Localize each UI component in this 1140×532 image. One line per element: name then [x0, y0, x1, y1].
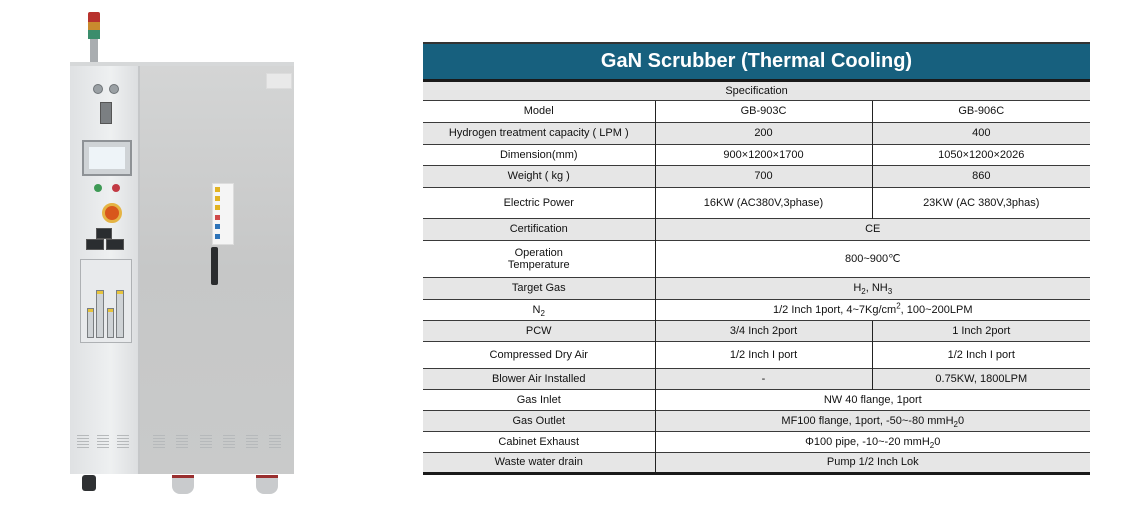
table-section-row — [423, 82, 1090, 100]
cell-value — [655, 277, 1090, 299]
cell-value: 1 Inch 2port — [872, 320, 1090, 341]
row-label-line: Temperature — [507, 258, 570, 271]
cell-value: 800~900℃ — [655, 240, 1090, 277]
connector-socket — [86, 239, 104, 250]
touch-screen — [82, 140, 132, 176]
subscript: 2 — [540, 308, 545, 318]
cell-value: 23KW (AC 380V,3phas) — [872, 187, 1090, 218]
row-label: Gas Inlet — [423, 389, 655, 410]
flowmeter-icon — [87, 308, 94, 338]
flowmeter-icon — [116, 290, 124, 338]
table-row — [423, 410, 1090, 431]
row-label: Hydrogen treatment capacity ( LPM ) — [423, 122, 655, 144]
subscript: 2 — [929, 440, 935, 450]
section-label: Specification — [423, 82, 1090, 100]
cell-value: Pump 1/2 Inch Lok — [655, 452, 1090, 473]
row-label: Dimension(mm) — [423, 144, 655, 165]
table-row — [423, 299, 1090, 320]
cell-value — [655, 431, 1090, 452]
vent-slot — [117, 435, 129, 449]
tower-light-amber — [88, 22, 100, 30]
row-label: Compressed Dry Air — [423, 341, 655, 368]
table-row — [423, 240, 1090, 277]
cell-value: 1050×1200×2026 — [872, 144, 1090, 165]
vent-slot — [269, 435, 281, 449]
text-part: 0 — [957, 414, 965, 427]
cell-value: 1/2 Inch I port — [655, 341, 872, 368]
vent-slot — [200, 435, 212, 449]
table-row — [423, 165, 1090, 187]
table-row — [423, 431, 1090, 452]
flowmeter-window — [80, 259, 132, 343]
table-row — [423, 218, 1090, 240]
cell-value: GB-903C — [655, 100, 872, 122]
cell-value — [655, 410, 1090, 431]
row-label: Target Gas — [423, 277, 655, 299]
row-label: Waste water drain — [423, 452, 655, 473]
tower-light-green — [88, 30, 100, 39]
vent-slot — [97, 435, 109, 449]
cell-value: 900×1200×1700 — [655, 144, 872, 165]
door-handle-icon — [211, 247, 218, 285]
cell-value: 700 — [655, 165, 872, 187]
text-part: H — [853, 282, 862, 294]
text-part: 0 — [934, 435, 941, 448]
text-part: 1/2 Inch 1port, 4~7Kg/cm — [772, 303, 897, 316]
flowmeter-icon — [96, 290, 104, 338]
product-image-scrubber-cabinet — [60, 0, 310, 500]
connector-socket — [106, 239, 124, 250]
connector-socket — [96, 228, 112, 239]
vent-slot — [153, 435, 165, 449]
cell-value: 3/4 Inch 2port — [655, 320, 872, 341]
row-label: Cabinet Exhaust — [423, 431, 655, 452]
text-part: MF100 flange, 1port, -50~-80 mmH — [781, 414, 954, 427]
text-part: Φ100 pipe, -10~-20 mmH — [805, 435, 930, 448]
row-label — [423, 240, 655, 277]
text-part: N — [532, 303, 541, 316]
leveling-foot-icon — [256, 475, 278, 494]
table-row — [423, 144, 1090, 165]
spec-table-title: GaN Scrubber (Thermal Cooling) — [423, 42, 1090, 82]
caster-wheel-icon — [82, 475, 96, 491]
main-switch — [100, 102, 112, 124]
table-row — [423, 368, 1090, 389]
flowmeter-icon — [107, 308, 114, 338]
cell-value: 860 — [872, 165, 1090, 187]
cell-value: 16KW (AC380V,3phase) — [655, 187, 872, 218]
green-indicator-lamp-icon — [94, 184, 102, 192]
table-row — [423, 341, 1090, 368]
subscript: 3 — [887, 287, 893, 297]
table-row — [423, 277, 1090, 299]
cell-value — [655, 299, 1090, 320]
vent-slot — [246, 435, 258, 449]
row-label: Gas Outlet — [423, 410, 655, 431]
signal-tower-light — [88, 12, 100, 62]
emergency-stop-button-icon — [102, 203, 122, 223]
row-label — [423, 299, 655, 320]
subscript: 2 — [953, 419, 958, 429]
cell-value: 1/2 Inch I port — [872, 341, 1090, 368]
spec-table — [423, 42, 1090, 475]
table-row — [423, 320, 1090, 341]
row-label: Weight ( kg ) — [423, 165, 655, 187]
warning-labels — [212, 183, 234, 245]
row-label: Model — [423, 100, 655, 122]
table-row — [423, 187, 1090, 218]
text-part: , NH — [865, 282, 888, 294]
table-row — [423, 100, 1090, 122]
row-label: Electric Power — [423, 187, 655, 218]
touch-screen-display — [89, 147, 125, 169]
subscript: 2 — [861, 287, 866, 297]
row-label: Blower Air Installed — [423, 368, 655, 389]
row-label-line: Operation — [514, 246, 563, 259]
cell-value: NW 40 flange, 1port — [655, 389, 1090, 410]
cell-value: - — [655, 368, 872, 389]
red-indicator-lamp-icon — [112, 184, 120, 192]
nameplate — [266, 73, 292, 89]
spec-table-grid — [423, 82, 1090, 475]
cell-value: 0.75KW, 1800LPM — [872, 368, 1090, 389]
tower-light-red — [88, 12, 100, 22]
text-part: , 100~200LPM — [900, 303, 973, 316]
row-label: PCW — [423, 320, 655, 341]
cell-value: 200 — [655, 122, 872, 144]
vent-slot — [176, 435, 188, 449]
cell-value: CE — [655, 218, 1090, 240]
row-label: Certification — [423, 218, 655, 240]
vent-slot — [77, 435, 89, 449]
cell-value: GB-906C — [872, 100, 1090, 122]
cell-value: 400 — [872, 122, 1090, 144]
table-row — [423, 122, 1090, 144]
leveling-foot-icon — [172, 475, 194, 494]
table-row — [423, 389, 1090, 410]
table-row — [423, 452, 1090, 473]
selector-knob-icon — [93, 84, 103, 94]
vent-slot — [223, 435, 235, 449]
selector-knob-icon — [109, 84, 119, 94]
superscript: 2 — [896, 300, 901, 310]
tower-light-pole — [90, 39, 98, 62]
